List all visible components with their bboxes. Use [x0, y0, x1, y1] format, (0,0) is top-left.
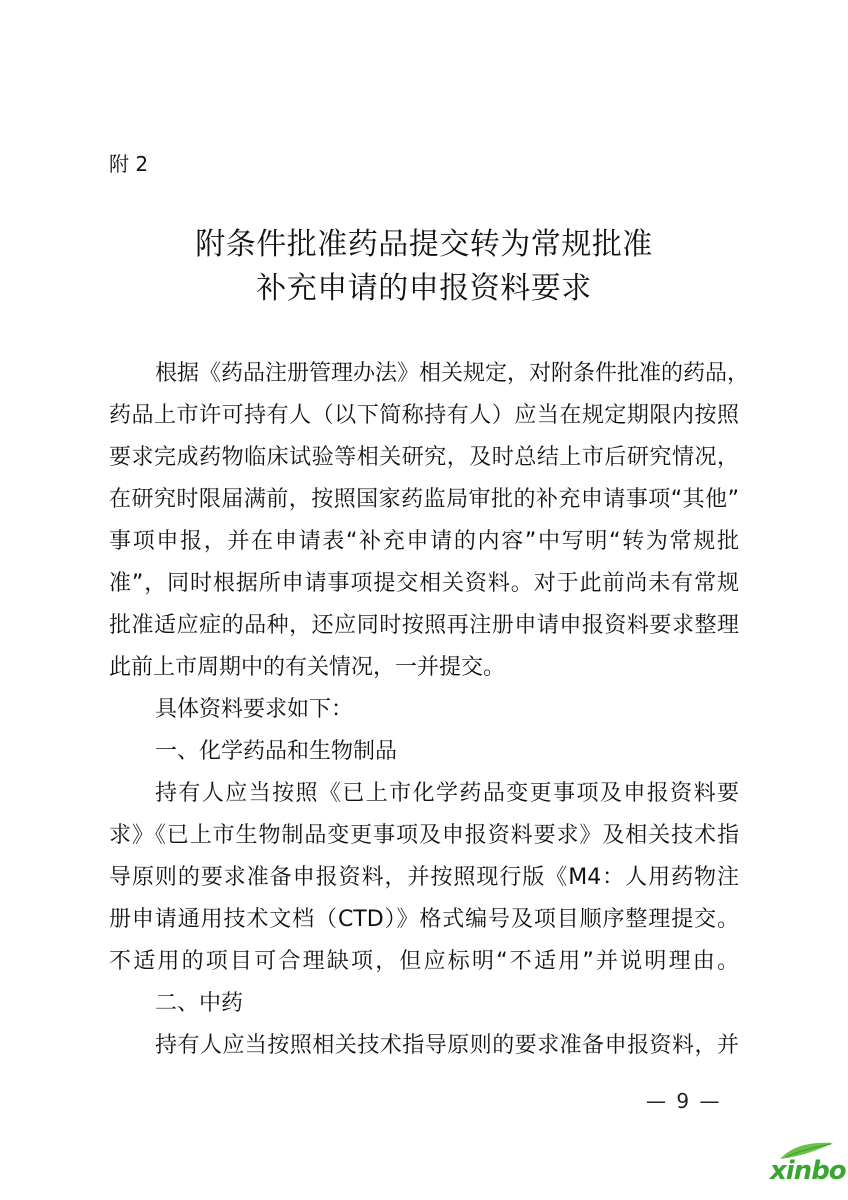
section-heading: 一、化学药品和生物制品	[155, 739, 398, 764]
body-line: 册申请通用技术文档（CTD）》格式编号及项目顺序整理提交。	[109, 907, 739, 932]
document-title-line-2: 补充申请的申报资料要求	[256, 271, 592, 306]
body-line: 准”，同时根据所申请事项提交相关资料。对于此前尚未有常规	[109, 571, 739, 596]
watermark-logo	[764, 1140, 848, 1190]
body-line: 事项申报，并在申请表“补充申请的内容”中写明“转为常规批	[109, 529, 739, 554]
document-title-line-1: 附条件批准药品提交转为常规批准	[195, 227, 653, 262]
body-line: 药品上市许可持有人（以下简称持有人）应当在规定期限内按照	[109, 403, 739, 428]
body-line: 求》《已上市生物制品变更事项及申报资料要求》及相关技术指	[109, 823, 739, 848]
body-line: 不适用的项目可合理缺项，但应标明“不适用”并说明理由。	[109, 949, 739, 974]
body-line: 要求完成药物临床试验等相关研究，及时总结上市后研究情况，	[109, 445, 739, 470]
body-line: 具体资料要求如下：	[155, 697, 354, 722]
body-line: 持有人应当按照《已上市化学药品变更事项及申报资料要	[155, 781, 739, 806]
watermark-text: xinbo	[770, 1156, 846, 1186]
body-line: 持有人应当按照相关技术指导原则的要求准备申报资料，并	[155, 1033, 739, 1058]
body-line: 批准适应症的品种，还应同时按照再注册申请申报资料要求整理	[109, 613, 739, 638]
page-number: — 9 —	[646, 1089, 722, 1113]
body-line: 根据《药品注册管理办法》相关规定，对附条件批准的药品，	[155, 361, 750, 386]
section-heading: 二、中药	[155, 991, 244, 1016]
body-line: 在研究时限届满前，按照国家药监局审批的补充申请事项“其他”	[109, 487, 739, 512]
attachment-label: 附 2	[109, 152, 149, 176]
body-line: 此前上市周期中的有关情况，一并提交。	[109, 655, 506, 680]
body-line: 导原则的要求准备申报资料，并按照现行版《M4：人用药物注	[109, 865, 739, 890]
